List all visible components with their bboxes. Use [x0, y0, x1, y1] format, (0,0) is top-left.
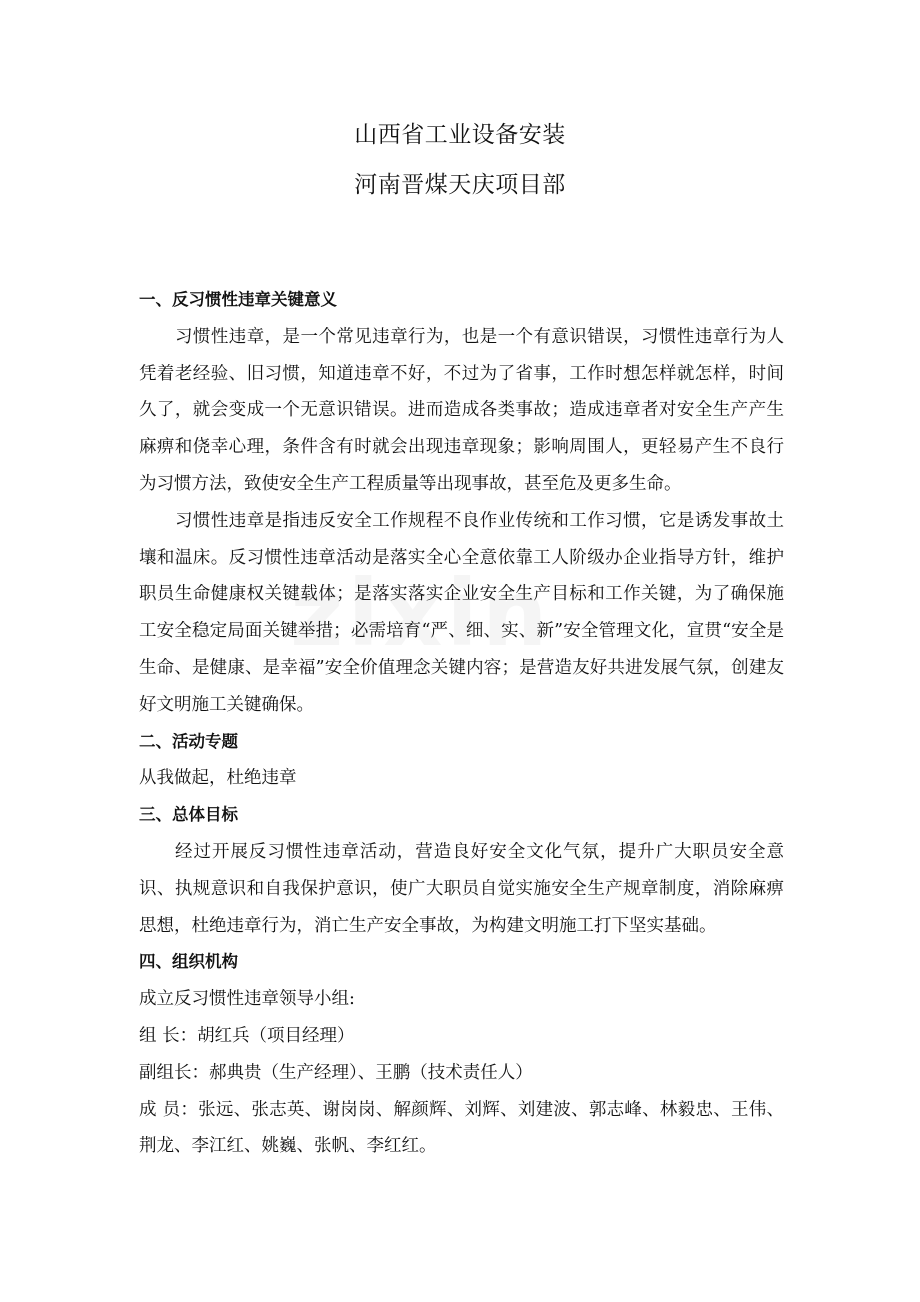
section-heading-2: 二、活动专题 [139, 731, 238, 751]
group-leader-line: 组 长：胡红兵（项目经理） [139, 1025, 355, 1046]
document-title-line1: 山西省工业设备安装 [354, 122, 566, 148]
section-3-paragraph-1: 经过开展反习惯性违章活动，营造良好安全文化气氛，提升广大职员安全意识、执规意识和自我保护意识，使广大职员自觉实施安全生产规章制度，消除麻痹思想，杜绝违章行为，消亡生产安全事故，为构建文明施工打下坚实基础。 [139, 841, 784, 936]
group-deputy-line: 副组长：郝典贵（生产经理）、王鹏（技术责任人） [139, 1062, 533, 1083]
section-1-paragraph-1: 习惯性违章，是一个常见违章行为，也是一个有意识错误，习惯性违章行为人凭着老经验、旧习惯，知道违章不好，不过为了省事，工作时想怎样就怎样，时间久了，就会变成一个无意识错误。进而造成各类事故；造成违章者对安全生产产生麻痹和侥幸心理，条件含有时就会出现违章现象；影响周围人，更轻易产生不良行为习惯方法，致使安全生产工程质量等出现事故，甚至危及更多生命。 [139, 326, 784, 494]
document-body [139, 282, 784, 1165]
section-4-intro: 成立反习惯性违章领导小组: [139, 989, 355, 1010]
section-heading-4: 四、组织机构 [139, 952, 238, 972]
section-heading-1: 一、反习惯性违章关键意义 [139, 290, 337, 309]
section-2-paragraph-1: 从我做起，杜绝违章 [139, 768, 297, 789]
group-members-line: 成 员：张远、张志英、谢岗岗、解颜辉、刘辉、刘建波、郭志峰、林毅忠、王伟、荆龙、李江红、姚巍、张帆、李红红。 [139, 1099, 784, 1157]
section-heading-3: 三、总体目标 [139, 805, 238, 825]
document-title-line2: 河南晋煤天庆项目部 [354, 172, 566, 198]
section-1-paragraph-2: 习惯性违章是指违反安全工作规程不良作业传统和工作习惯，它是诱发事故土壤和温床。反习惯性违章活动是落实全心全意依靠工人阶级办企业指导方针，维护职员生命健康权关键载体；是落实落实企业安全生产目标和工作关键，为了确保施工安全稳定局面关键举措；必需培育“严、细、实、新”安全管理文化，宣贯“安全是生命、是健康、是幸福”安全价值理念关键内容；是营造友好共进发展气氛，创建友好文明施工关键确保。 [139, 510, 784, 715]
